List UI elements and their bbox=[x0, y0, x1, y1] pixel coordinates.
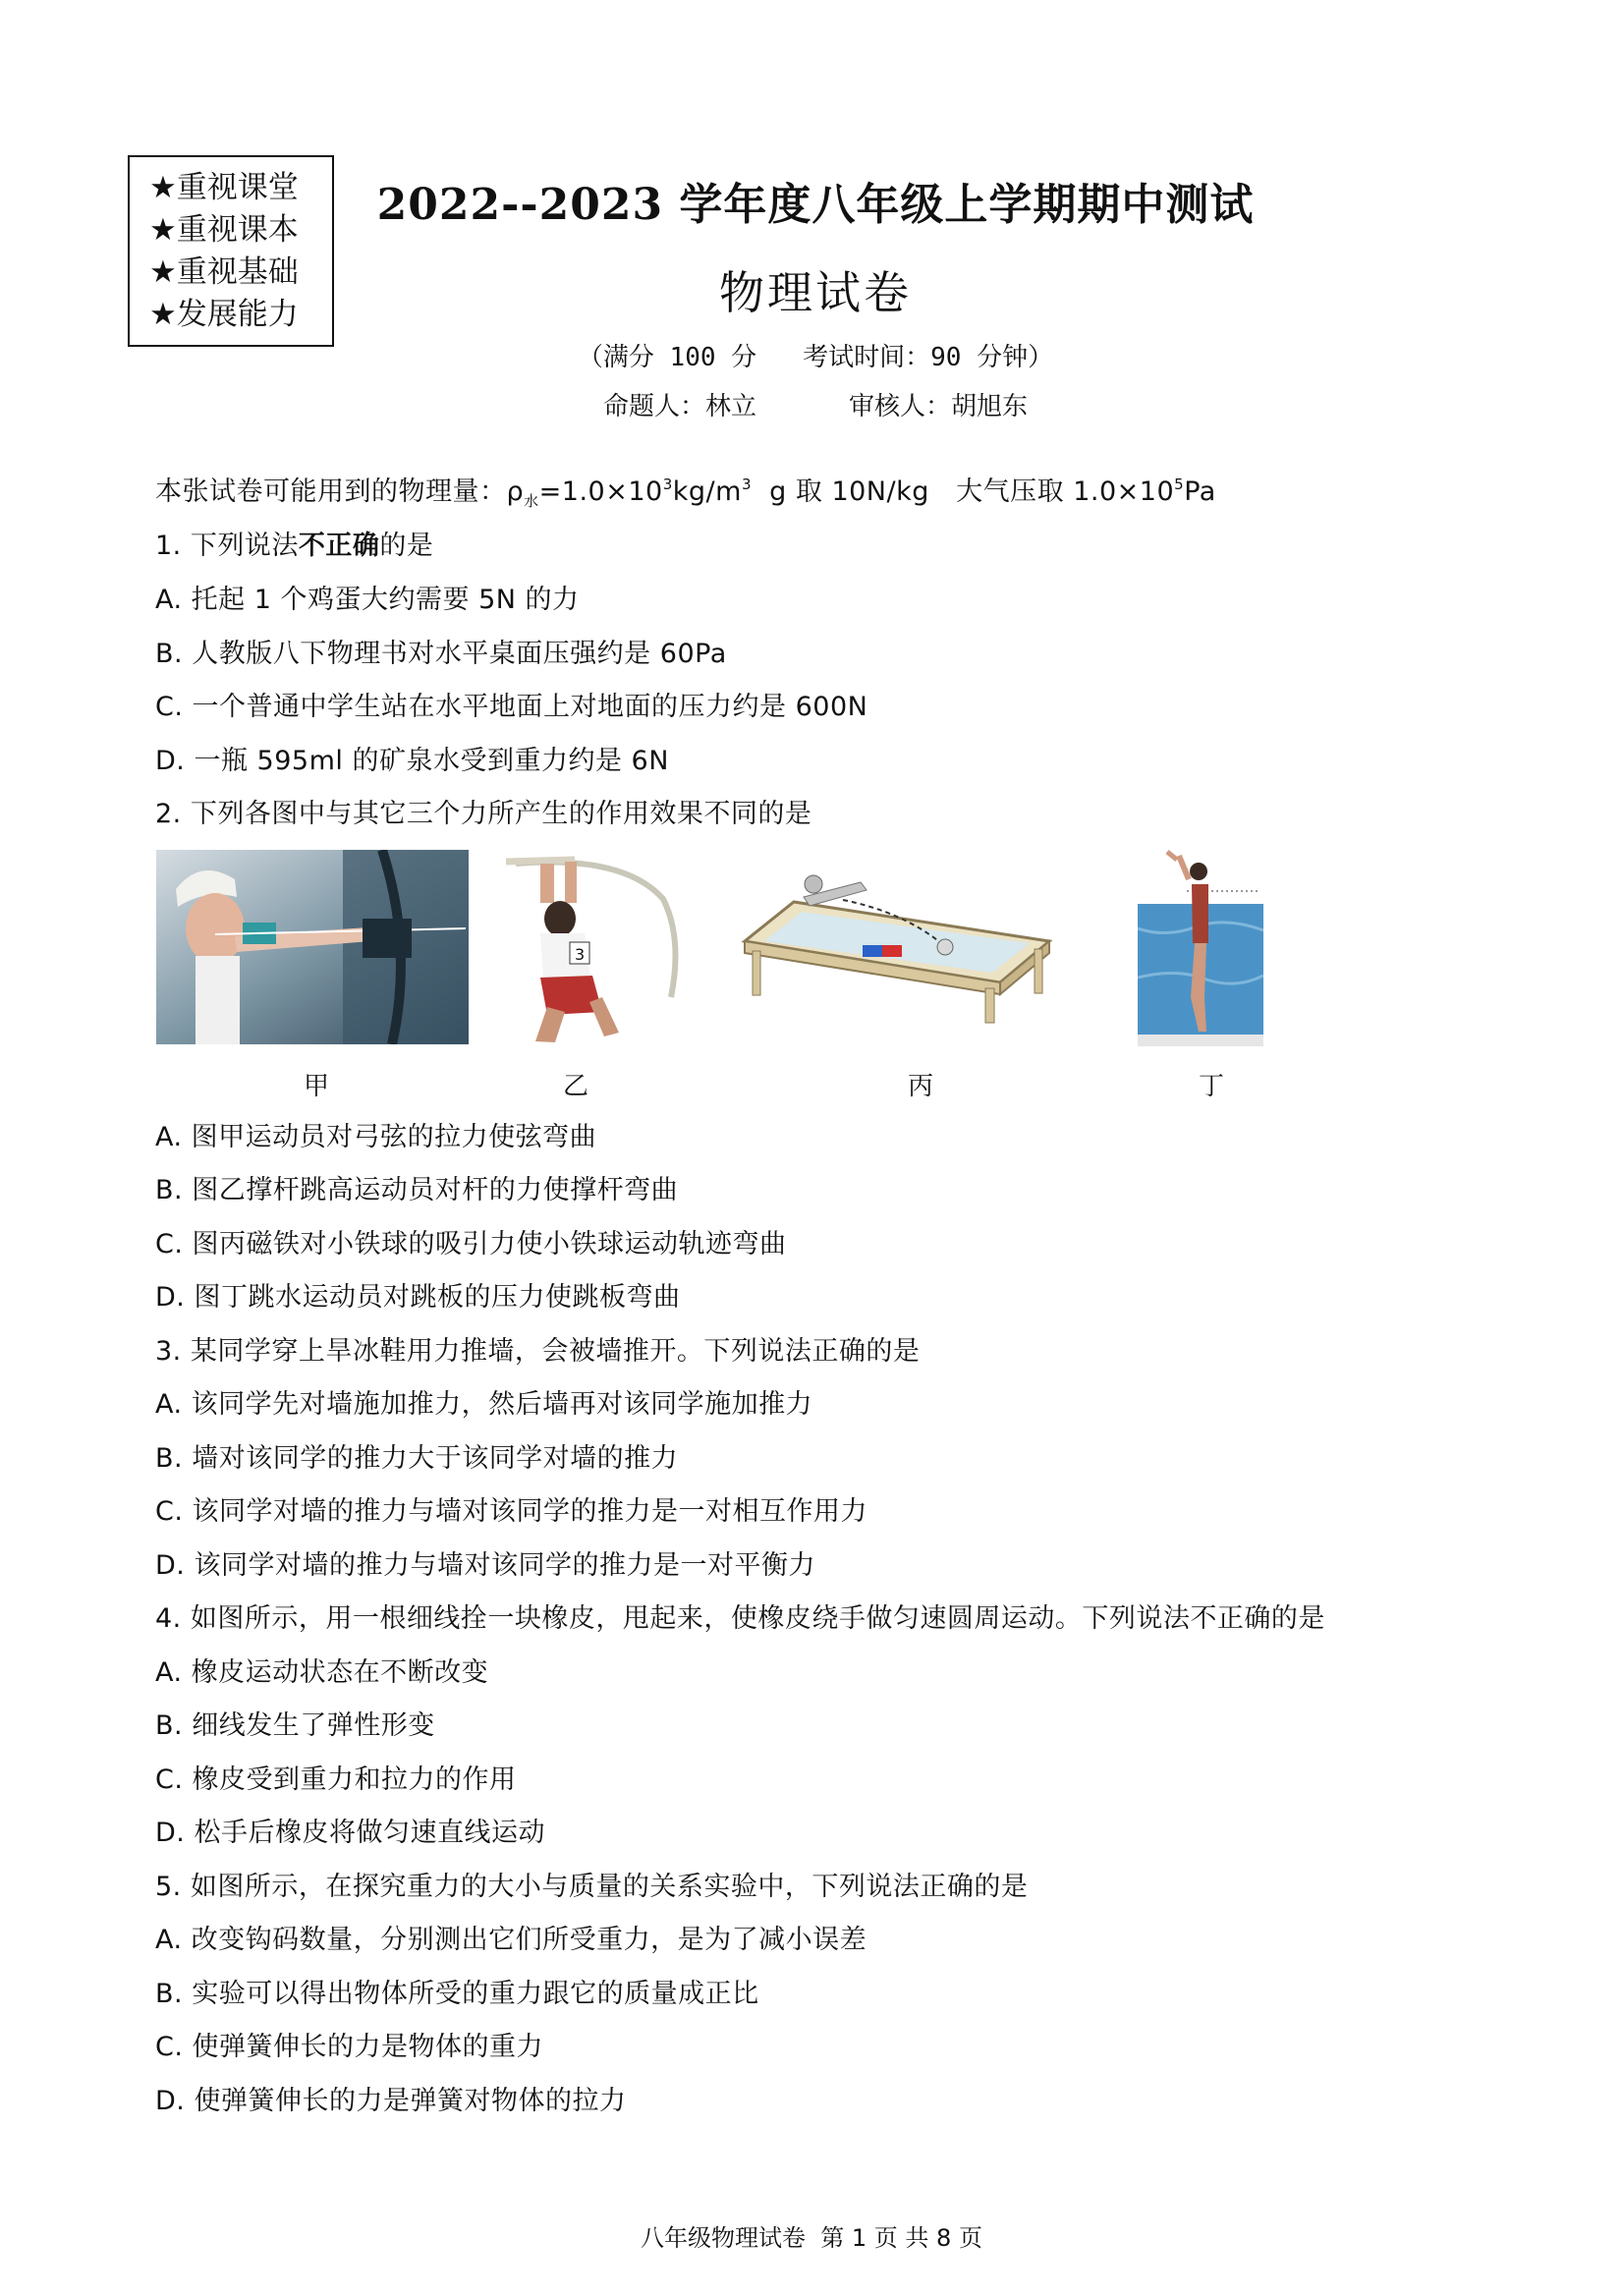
q1-option-a: A. 托起 1 个鸡蛋大约需要 5N 的力 bbox=[155, 585, 580, 615]
q1-option-d: D. 一瓶 595ml 的矿泉水受到重力约是 6N bbox=[155, 746, 669, 776]
caption-jia: 甲 bbox=[304, 1072, 330, 1101]
q4-stem: 4. 如图所示，用一根细线拴一块橡皮，甩起来，使橡皮绕手做匀速圆周运动。下列说法不正确的是 bbox=[155, 1603, 1325, 1634]
rho-unit-exponent: 3 bbox=[741, 476, 752, 493]
rho-unit: kg/m bbox=[672, 476, 742, 507]
caption-yi: 乙 bbox=[563, 1072, 589, 1101]
q1-stem-emphasis: 不正确 bbox=[298, 531, 380, 561]
q3-option-a: A. 该同学先对墙施加推力，然后墙再对该同学施加推力 bbox=[155, 1389, 813, 1420]
q1-option-b: B. 人教版八下物理书对水平桌面压强约是 60Pa bbox=[155, 639, 727, 669]
caption-bing: 丙 bbox=[908, 1072, 934, 1101]
pole-vault-bib-number: 3 bbox=[575, 945, 586, 964]
q3-stem: 3. 某同学穿上旱冰鞋用力推墙，会被墙推开。下列说法正确的是 bbox=[155, 1336, 921, 1367]
q1-option-c: C. 一个普通中学生站在水平地面上对地面的压力约是 600N bbox=[155, 692, 868, 722]
q1-stem bbox=[155, 529, 433, 564]
pressure-exponent: 5 bbox=[1174, 476, 1185, 493]
q2-stem: 2. 下列各图中与其它三个力所产生的作用效果不同的是 bbox=[155, 799, 812, 829]
exam-info: （满分 100 分 考试时间：90 分钟） bbox=[577, 343, 1054, 372]
motto-line-2: ★重视课本 bbox=[149, 212, 299, 248]
q2-option-a: A. 图甲运动员对弓弦的拉力使弦弯曲 bbox=[155, 1122, 597, 1152]
exam-subtitle: 物理试卷 bbox=[719, 266, 912, 319]
motto-line-4: ★发展能力 bbox=[149, 297, 299, 332]
q5-stem: 5. 如图所示，在探究重力的大小与质量的关系实验中，下列说法正确的是 bbox=[155, 1872, 1029, 1902]
q4-option-c: C. 橡皮受到重力和拉力的作用 bbox=[155, 1764, 517, 1795]
q3-option-d: D. 该同学对墙的推力与墙对该同学的推力是一对平衡力 bbox=[155, 1550, 815, 1581]
figure-pole-vault bbox=[496, 850, 688, 1046]
g-and-pressure: g 取 10N/kg 大气压取 1.0×10 bbox=[751, 476, 1175, 507]
page-footer: 八年级物理试卷 第 1 页 共 8 页 bbox=[641, 2224, 982, 2252]
q4-option-d: D. 松手后橡皮将做匀速直线运动 bbox=[155, 1818, 545, 1848]
q2-option-c: C. 图丙磁铁对小铁球的吸引力使小铁球运动轨迹弯曲 bbox=[155, 1229, 787, 1260]
q2-option-d: D. 图丁跳水运动员对跳板的压力使跳板弯曲 bbox=[155, 1282, 681, 1313]
constants-prefix: 本张试卷可能用到的物理量：ρ bbox=[155, 476, 525, 507]
figure-magnet-table bbox=[735, 872, 1067, 1025]
motto-line-3: ★重视基础 bbox=[149, 254, 299, 290]
q3-option-b: B. 墙对该同学的推力大于该同学对墙的推力 bbox=[155, 1443, 679, 1474]
constants-line bbox=[155, 475, 1216, 510]
q4-option-a: A. 橡皮运动状态在不断改变 bbox=[155, 1657, 489, 1688]
rho-subscript: 水 bbox=[524, 492, 539, 510]
q5-option-c: C. 使弹簧伸长的力是物体的重力 bbox=[155, 2032, 544, 2062]
exam-authors: 命题人：林立 审核人：胡旭东 bbox=[603, 392, 1028, 421]
exam-title: 2022--2023 学年度八年级上学期期中测试 bbox=[376, 180, 1255, 230]
motto-line-1: ★重视课堂 bbox=[149, 170, 299, 205]
rho-exponent: 3 bbox=[662, 476, 673, 493]
q5-option-b: B. 实验可以得出物体所受的重力跟它的质量成正比 bbox=[155, 1979, 759, 2009]
q2-option-b: B. 图乙撑杆跳高运动员对杆的力使撑杆弯曲 bbox=[155, 1175, 679, 1205]
figure-diver bbox=[1138, 850, 1263, 1046]
q3-option-c: C. 该同学对墙的推力与墙对该同学的推力是一对相互作用力 bbox=[155, 1496, 868, 1527]
figure-archer bbox=[156, 850, 469, 1044]
rho-value: =1.0×10 bbox=[538, 476, 663, 507]
q5-option-a: A. 改变钩码数量，分别测出它们所受重力，是为了减小误差 bbox=[155, 1925, 867, 1955]
q5-option-d: D. 使弹簧伸长的力是弹簧对物体的拉力 bbox=[155, 2086, 627, 2116]
q1-stem-end: 的是 bbox=[379, 531, 434, 561]
motto-box bbox=[128, 155, 334, 347]
pressure-unit: Pa bbox=[1184, 476, 1216, 507]
q4-option-b: B. 细线发生了弹性形变 bbox=[155, 1710, 435, 1741]
q1-stem-part: 1. 下列说法 bbox=[155, 531, 299, 561]
caption-ding: 丁 bbox=[1199, 1072, 1225, 1101]
